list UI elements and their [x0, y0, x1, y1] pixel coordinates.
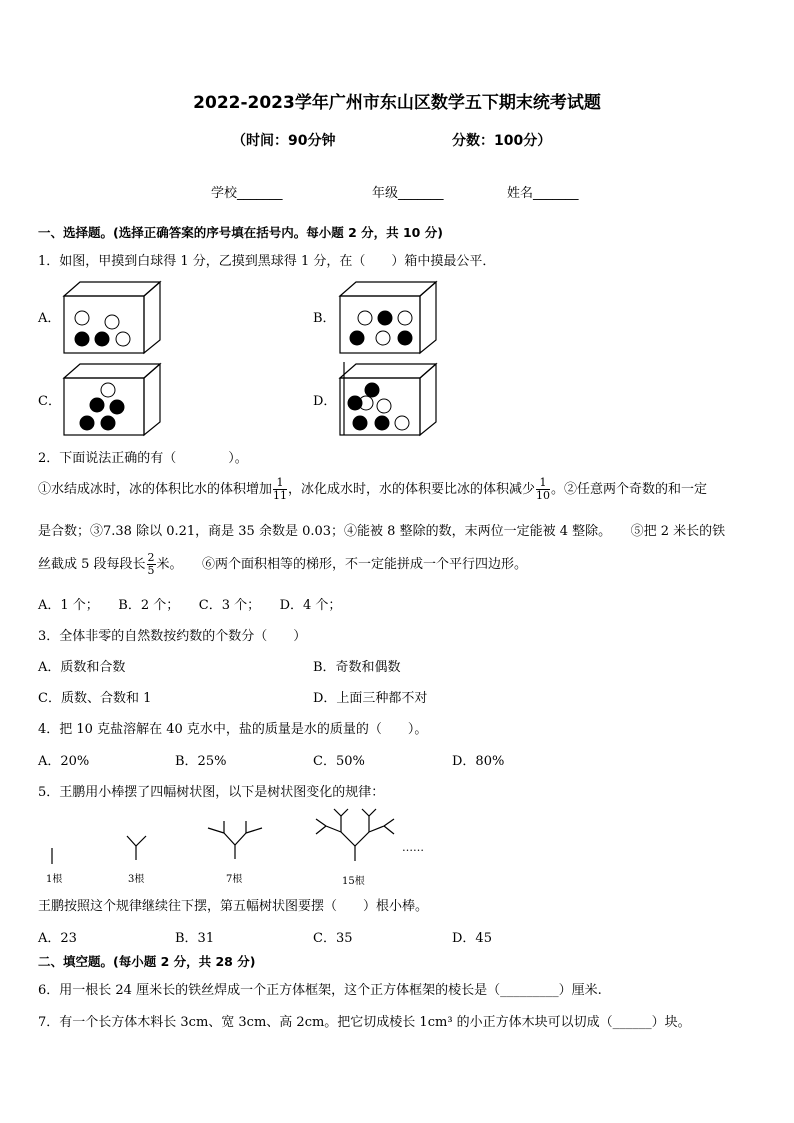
q1-option-b-label: B． [313, 311, 336, 326]
q1-option-d-label: D． [313, 394, 337, 409]
q5-option-c: C．35 [313, 931, 353, 946]
fraction-1-11: $\frac{1}{11}$ [273, 476, 288, 502]
section1-heading: 一、选择题。(选择正确答案的序号填在括号内。每小题 2 分，共 10 分) [38, 225, 443, 240]
q2-statement-1a: ①水结成冰时，冰的体积比水的体积增加 [38, 482, 273, 497]
tree-label-7: 7根 [226, 874, 243, 885]
q4-option-b: B．25% [175, 754, 227, 769]
page-title: 2022-2023学年广州市东山区数学五下期末统考试题 [193, 93, 601, 113]
q4-option-c: C．50% [313, 754, 365, 769]
q3-option-a: A．质数和合数 [38, 660, 126, 675]
tree-label-3: 3根 [128, 874, 145, 885]
q6-stem: 6．用一根长 24 厘米长的铁丝焊成一个正方体框架，这个正方体框架的棱长是（_________）厘米. [38, 983, 602, 998]
q2-options: A．1 个； B．2 个； C．3 个； D．4 个； [38, 598, 342, 613]
q4-stem: 4．把 10 克盐溶解在 40 克水中，盐的质量是水的质量的（ ）。 [38, 722, 428, 737]
q3-option-c: C．质数、合数和 1 [38, 691, 152, 706]
q3-option-d: D．上面三种都不对 [313, 691, 428, 706]
tree-ellipsis: …… [402, 841, 424, 854]
fraction-1-10: $\frac{1}{10}$ [536, 476, 551, 502]
q2-stem: 2．下面说法正确的有（ ）。 [38, 451, 248, 466]
q1-box-b [338, 280, 440, 355]
section2-heading: 二、填空题。(每小题 2 分，共 28 分) [38, 954, 256, 969]
q7-stem: 7．有一个长方体木料长 3cm、宽 3cm、高 2cm。把它切成棱长 1cm³ 的小正方体木块可以切成（______）块。 [38, 1015, 691, 1030]
q3-stem: 3．全体非零的自然数按约数的个数分（ ） [38, 629, 307, 644]
q2-statement-2: 。②任意两个奇数的和一定 [551, 482, 708, 497]
q2-statement-5: 丝截成 5 段每段长 [38, 557, 146, 572]
q2-line3 [38, 552, 527, 577]
q1-stem: 1．如图，甲摸到白球得 1 分，乙摸到黑球得 1 分，在（ ）箱中摸最公平． [38, 254, 496, 269]
q2-line2: 是合数；③7.38 除以 0.21，商是 35 余数是 0.03；④能被 8 整除的数，末两位一定能被 4 整除。 ⑤把 2 米长的铁 [38, 524, 726, 539]
q1-box-c [62, 362, 164, 437]
q1-box-d [338, 362, 440, 437]
q5-stem2: 王鹏按照这个规律继续往下摆，第五幅树状图要摆（ ）根小棒。 [38, 899, 429, 914]
tree-label-1: 1根 [46, 874, 63, 885]
q4-option-a: A．20% [38, 754, 90, 769]
tree-label-15: 15根 [342, 876, 365, 887]
q2-statement-6: 米。 ⑥两个面积相等的梯形，不一定能拼成一个平行四边形。 [156, 557, 528, 572]
q3-option-b: B．奇数和偶数 [313, 660, 401, 675]
q5-option-d: D．45 [452, 931, 492, 946]
time-label: （时间：90分钟 [232, 133, 336, 149]
q1-box-a [62, 280, 164, 355]
name-field[interactable]: 姓名_______ [507, 186, 579, 201]
score-label: 分数：100分） [452, 133, 552, 149]
q1-option-c-label: C． [38, 394, 61, 409]
q2-statement-1b: ，冰化成水时，水的体积要比冰的体积减少 [288, 482, 536, 497]
school-field[interactable]: 学校_______ [211, 186, 283, 201]
q5-option-a: A．23 [38, 931, 77, 946]
q4-option-d: D．80% [452, 754, 505, 769]
grade-field[interactable]: 年级_______ [372, 186, 444, 201]
q5-option-b: B．31 [175, 931, 215, 946]
q1-option-a-label: A． [38, 311, 61, 326]
q2-line1 [38, 477, 707, 502]
q5-stem: 5．王鹏用小棒摆了四幅树状图，以下是树状图变化的规律： [38, 785, 385, 800]
fraction-2-5: $\frac{2}{5}$ [147, 551, 155, 577]
